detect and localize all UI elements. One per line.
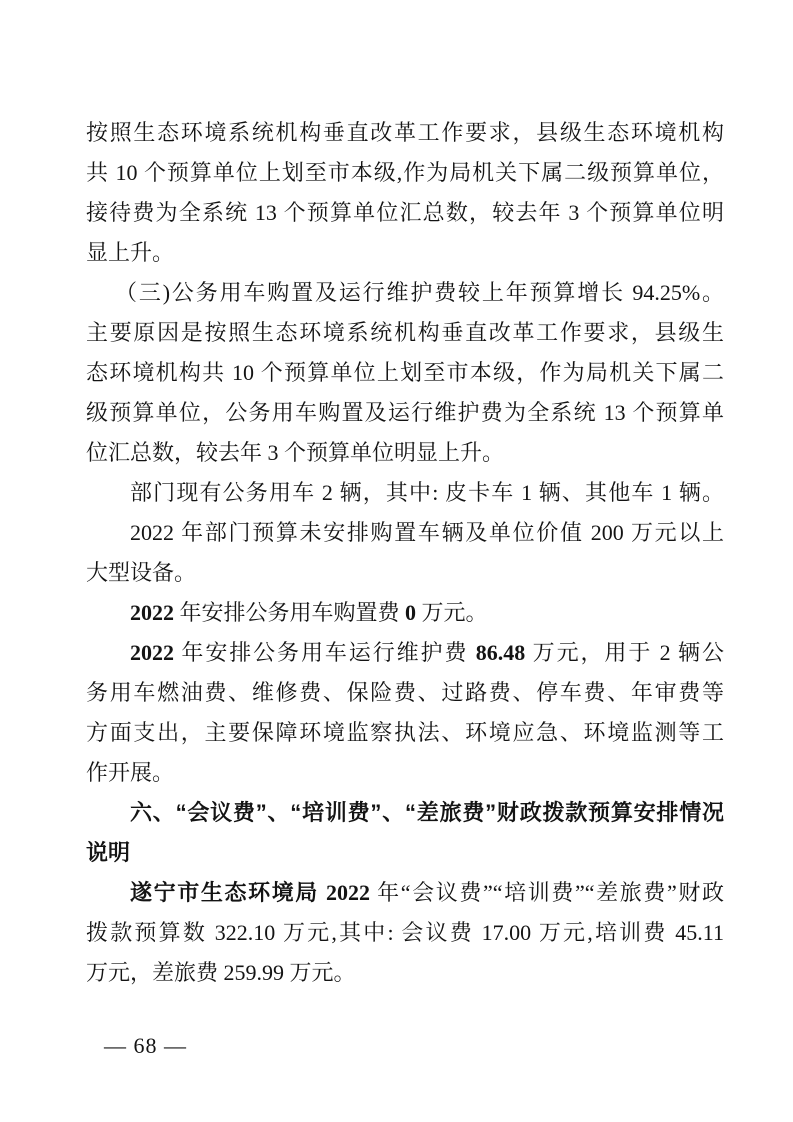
text-line xyxy=(86,273,724,313)
text-segment: 说明 xyxy=(86,840,131,865)
text-segment: 年安排公务用车运行维护费 xyxy=(174,640,476,665)
text-line xyxy=(86,873,724,913)
text-segment: 共 10 个预算单位上划至市本级,作为局机关下属二级预算单位， xyxy=(86,160,724,185)
para-maintenance-fee xyxy=(86,633,724,793)
text-segment: 级预算单位，公务用车购置及运行维护费为全系统 13 个预算单 xyxy=(86,400,724,425)
document-content xyxy=(86,113,724,993)
text-segment: 显上升。 xyxy=(86,240,175,265)
text-line xyxy=(86,713,724,753)
text-segment: 务用车燃油费、维修费、保险费、过路费、停车费、年审费等 xyxy=(86,680,724,705)
text-segment: 万元，用于 2 辆公 xyxy=(525,640,724,665)
para-no-purchase-plan xyxy=(86,513,724,593)
text-line xyxy=(86,753,724,793)
text-segment: 0 xyxy=(405,600,417,625)
text-segment: 2022 年部门预算未安排购置车辆及单位价值 200 万元以上 xyxy=(130,520,724,545)
text-segment: 部门现有公务用车 2 辆，其中: 皮卡车 1 辆、其他车 1 辆。 xyxy=(130,480,724,505)
footer-page-number: — 68 — xyxy=(104,1033,187,1058)
text-segment: 年“会议费”“培训费”“差旅费”财政 xyxy=(370,880,724,905)
text-segment: 方面支出，主要保障环境监察执法、环境应急、环境监测等工 xyxy=(86,720,724,745)
text-line xyxy=(86,913,724,953)
para-current-vehicles xyxy=(86,473,724,513)
text-line xyxy=(86,633,724,673)
heading-section-six xyxy=(86,793,724,873)
text-segment: 万元，差旅费 259.99 万元。 xyxy=(86,960,356,985)
text-line xyxy=(86,593,724,633)
text-line xyxy=(86,553,724,593)
para-carryover-reception-fee xyxy=(86,113,724,273)
text-segment: 遂宁市生态环境局 2022 xyxy=(130,880,371,905)
para-vehicle-expense-growth xyxy=(86,273,724,473)
text-line xyxy=(86,433,724,473)
text-segment: 86.48 xyxy=(475,640,526,665)
text-segment: 年安排公务用车购置费 xyxy=(174,600,406,625)
para-purchase-fee-zero xyxy=(86,593,724,633)
text-segment: 大型设备。 xyxy=(86,560,197,585)
text-line xyxy=(86,313,724,353)
text-line xyxy=(86,473,724,513)
text-segment: 作开展。 xyxy=(86,760,175,785)
text-line xyxy=(86,793,724,833)
text-line xyxy=(86,153,724,193)
text-segment: 位汇总数，较去年 3 个预算单位明显上升。 xyxy=(86,440,505,465)
text-line xyxy=(86,353,724,393)
text-segment: 2022 xyxy=(130,600,174,625)
text-segment: （三)公务用车购置及运行维护费较上年预算增长 94.25%。 xyxy=(115,280,724,305)
text-segment: 万元。 xyxy=(416,600,488,625)
text-line xyxy=(86,193,724,233)
text-line xyxy=(86,393,724,433)
para-fees-summary xyxy=(86,873,724,993)
text-segment: 态环境机构共 10 个预算单位上划至市本级，作为局机关下属二 xyxy=(86,360,724,385)
text-line xyxy=(86,673,724,713)
text-segment: 拨款预算数 322.10 万元,其中: 会议费 17.00 万元,培训费 45.11 xyxy=(86,920,724,945)
text-line xyxy=(86,113,724,153)
text-line xyxy=(86,953,724,993)
text-segment: 接待费为全系统 13 个预算单位汇总数，较去年 3 个预算单位明 xyxy=(86,200,724,225)
text-segment: 六、“会议费”、“培训费”、“差旅费”财政拨款预算安排情况 xyxy=(130,800,724,825)
text-line xyxy=(86,233,724,273)
text-segment: 按照生态环境系统机构垂直改革工作要求，县级生态环境机构 xyxy=(86,120,724,145)
text-line xyxy=(86,513,724,553)
text-line xyxy=(86,833,724,873)
text-segment: 主要原因是按照生态环境系统机构垂直改革工作要求，县级生 xyxy=(86,320,724,345)
text-segment: 2022 xyxy=(130,640,174,665)
